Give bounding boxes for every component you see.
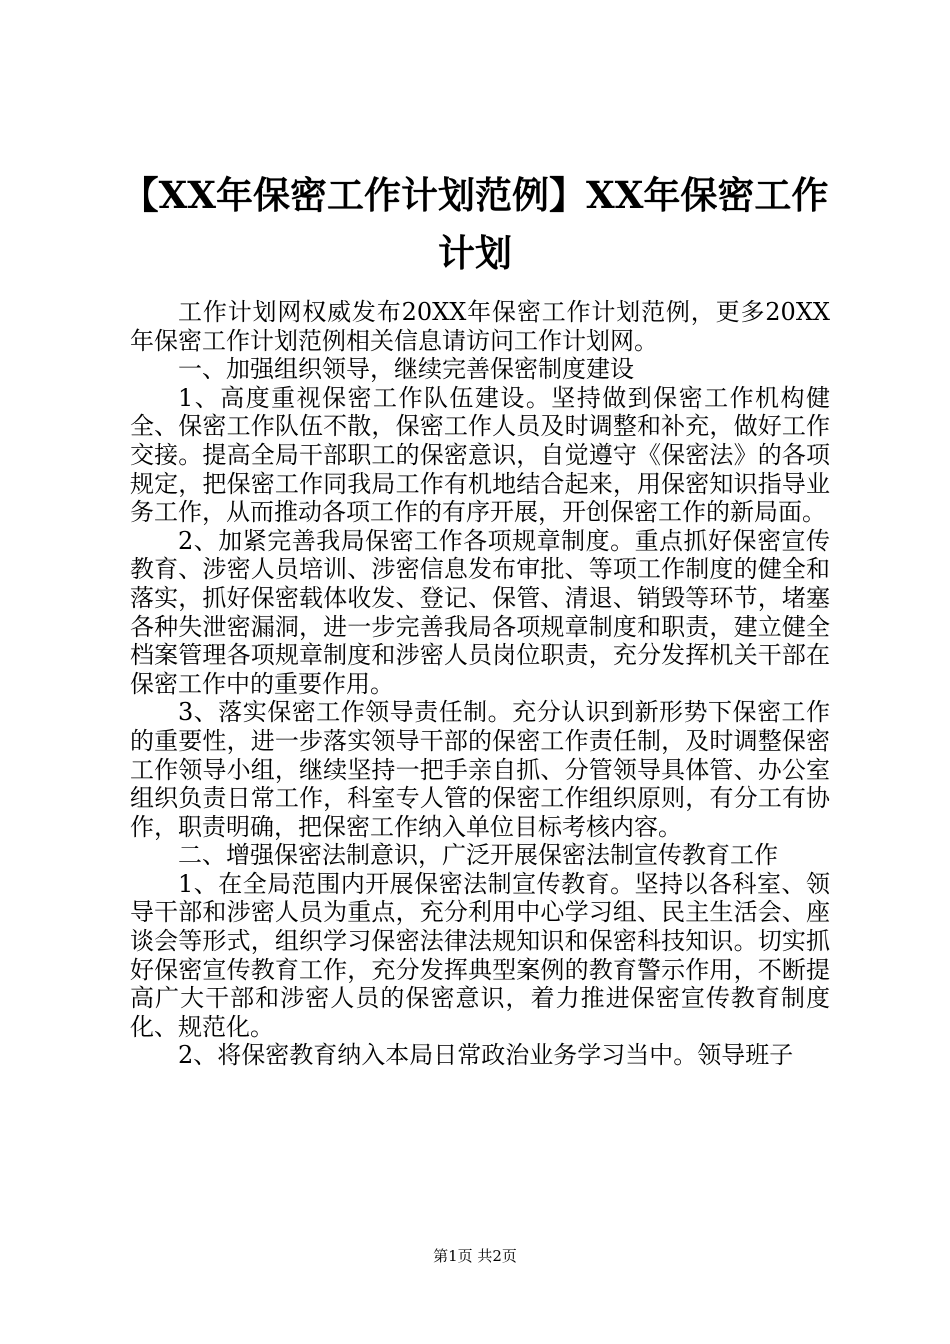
section-heading-1: 一、加强组织领导，继续完善保密制度建设 (178, 355, 634, 384)
paragraph: 2、加紧完善我局保密工作各项规章制度。重点抓好保密宣传教育、涉密人员培训、涉密信息发布审批、等项工作制度的健全和落实，抓好保密载体收发、登记、保管、清退、销毁等环节，堵塞各种失泄密漏洞，进一步完善我局各项规章制度和职责，建立健全档案管理各项规章制度和涉密人员岗位职责，充分发挥机关干部在保密工作中的重要作用。 (130, 526, 830, 698)
paragraph: 3、落实保密工作领导责任制。充分认识到新形势下保密工作的重要性，进一步落实领导干部的保密工作责任制，及时调整保密工作领导小组，继续坚持一把手亲自抓、分管领导具体管、办公室组织负责日常工作，科室专人管的保密工作组织原则，有分工有协作，职责明确，把保密工作纳入单位目标考核内容。 (130, 698, 830, 841)
paragraph: 1、高度重视保密工作队伍建设。坚持做到保密工作机构健全、保密工作队伍不散，保密工作人员及时调整和补充，做好工作交接。提高全局干部职工的保密意识，自觉遵守《保密法》的各项规定，把保密工作同我局工作有机地结合起来，用保密知识指导业务工作，从而推动各项工作的有序开展，开创保密工作的新局面。 (130, 383, 830, 527)
document-body (130, 298, 830, 1070)
paragraph-intro: 工作计划网权威发布20XX年保密工作计划范例，更多20XX年保密工作计划范例相关信息请访问工作计划网。 (130, 298, 830, 355)
section-heading-2: 二、增强保密法制意识，广泛开展保密法制宣传教育工作 (178, 841, 778, 870)
paragraph: 2、将保密教育纳入本局日常政治业务学习当中。领导班子 (178, 1041, 794, 1070)
page-footer: 第1页 共2页 (433, 1247, 517, 1265)
paragraph: 1、在全局范围内开展保密法制宣传教育。坚持以各科室、领导干部和涉密人员为重点，充分利用中心学习组、民主生活会、座谈会等形式，组织学习保密法律法规知识和保密科技知识。切实抓好保密宣传教育工作，充分发挥典型案例的教育警示作用，不断提高广大干部和涉密人员的保密意识，着力推进保密宣传教育制度化、规范化。 (130, 869, 830, 1041)
document-title: 【XX年保密工作计划范例】XX年保密工作计划 (121, 173, 829, 275)
